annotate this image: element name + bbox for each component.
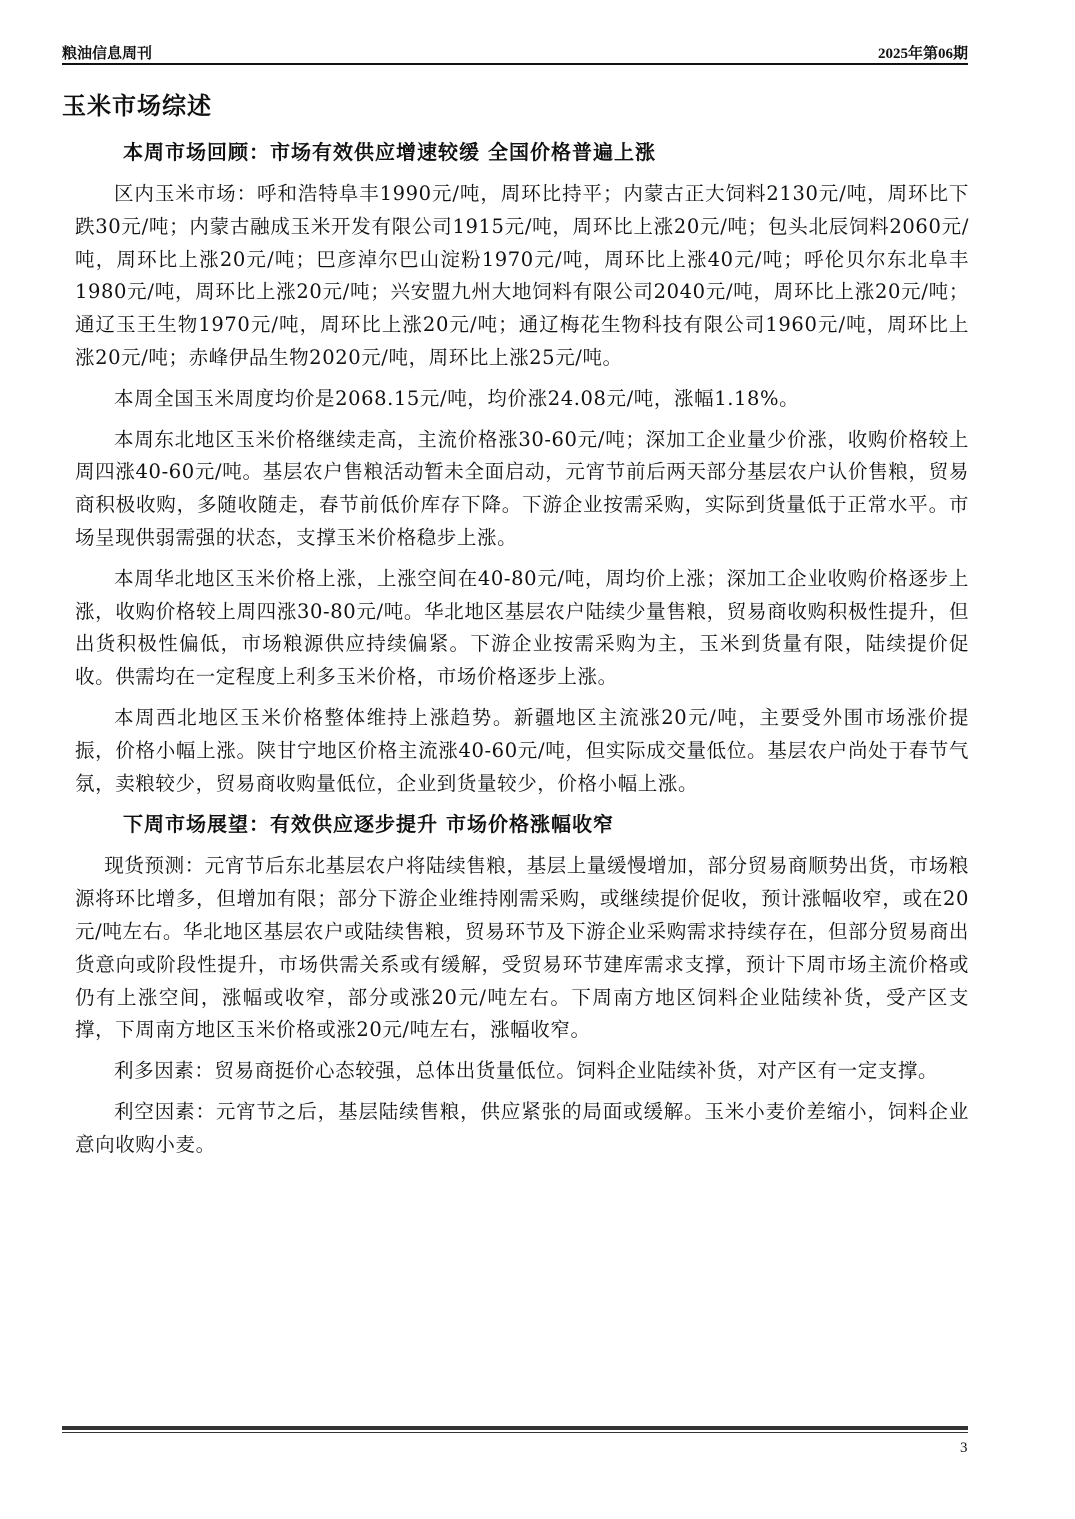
section-heading-review: 本周市场回顾：市场有效供应增速较缓 全国价格普遍上涨 xyxy=(123,140,656,164)
article-body xyxy=(75,136,969,1170)
header-divider xyxy=(62,63,968,65)
paragraph-national-average: 本周全国玉米周度均价是2068.15元/吨，均价涨24.08元/吨，涨幅1.18%。 xyxy=(114,386,800,410)
issue-number: 2025年第06期 xyxy=(877,46,968,62)
paragraph-spot-forecast: 现货预测：元宵节后东北基层农户将陆续售粮，基层上量缓慢增加，部分贸易商顺势出货，市场粮源将环比增多，但增加有限；部分下游企业维持刚需采购，或继续提价促收，预计涨幅收窄，或在20元/吨左右。华北地区基层农户或陆续售粮，贸易环节及下游企业采购需求持续存在，但部分贸易商出货意向或阶段性提升，市场供需关系或有缓解，受贸易环节建库需求支撑，预计下周市场主流价格或仍有上涨空间，涨幅或收窄，部分或涨20元/吨左右。下周南方地区饲料企业陆续补货，受产区支撑，下周南方地区玉米价格或涨20元/吨左右，涨幅收窄。 xyxy=(75,854,969,1042)
page-header xyxy=(62,40,968,64)
publication-name: 粮油信息周刊 xyxy=(62,46,153,62)
paragraph-regional-prices: 区内玉米市场：呼和浩特阜丰1990元/吨，周环比持平；内蒙古正大饲料2130元/吨，周环比下跌30元/吨；内蒙古融成玉米开发有限公司1915元/吨，周环比上涨20元/吨；包头北辰饲料2060元/吨，周环比上涨20元/吨；巴彦淖尔巴山淀粉1970元/吨，周环比上涨40元/吨；呼伦贝尔东北阜丰1980元/吨，周环比上涨20元/吨；兴安盟九州大地饲料有限公司2040元/吨，周环比上涨20元/吨；通辽玉王生物1970元/吨，周环比上涨20元/吨；通辽梅花生物科技有限公司1960元/吨，周环比上涨20元/吨；赤峰伊品生物2020元/吨，周环比上涨25元/吨。 xyxy=(75,182,969,369)
page-number: 3 xyxy=(960,1440,968,1456)
paragraph-bearish-factors: 利空因素：元宵节之后，基层陆续售粮，供应紧张的局面或缓解。玉米小麦价差缩小，饲料企业意向收购小麦。 xyxy=(75,1099,969,1156)
paragraph-bullish-factors: 利多因素：贸易商挺价心态较强，总体出货量低位。饲料企业陆续补货，对产区有一定支撑。 xyxy=(114,1059,939,1083)
section-heading-outlook: 下周市场展望：有效供应逐步提升 市场价格涨幅收窄 xyxy=(123,812,614,837)
footer-divider-thin xyxy=(62,1432,968,1433)
page-title: 玉米市场综述 xyxy=(62,92,212,120)
footer-divider-thick xyxy=(62,1426,968,1430)
paragraph-north-china: 本周华北地区玉米价格上涨，上涨空间在40-80元/吨，周均价上涨；深加工企业收购价格逐步上涨，收购价格较上周四涨30-80元/吨。华北地区基层农户陆续少量售粮，贸易商收购积极性提升，但出货积极性偏低，市场粮源供应持续偏紧。下游企业按需采购为主，玉米到货量有限，陆续提价促收。供需均在一定程度上利多玉米价格，市场价格逐步上涨。 xyxy=(75,566,969,689)
paragraph-northeast: 本周东北地区玉米价格继续走高，主流价格涨30-60元/吨；深加工企业量少价涨，收购价格较上周四涨40-60元/吨。基层农户售粮活动暂未全面启动，元宵节前后两天部分基层农户认价售粮，贸易商积极收购，多随收随走，春节前低价库存下降。下游企业按需采购，实际到货量低于正常水平。市场呈现供弱需强的状态，支撑玉米价格稳步上涨。 xyxy=(75,427,969,549)
paragraph-northwest: 本周西北地区玉米价格整体维持上涨趋势。新疆地区主流涨20元/吨，主要受外围市场涨价提振，价格小幅上涨。陕甘宁地区价格主流涨40-60元/吨，但实际成交量低位。基层农户尚处于春节气氛，卖粮较少，贸易商收购量低位，企业到货量较少，价格小幅上涨。 xyxy=(75,705,969,795)
